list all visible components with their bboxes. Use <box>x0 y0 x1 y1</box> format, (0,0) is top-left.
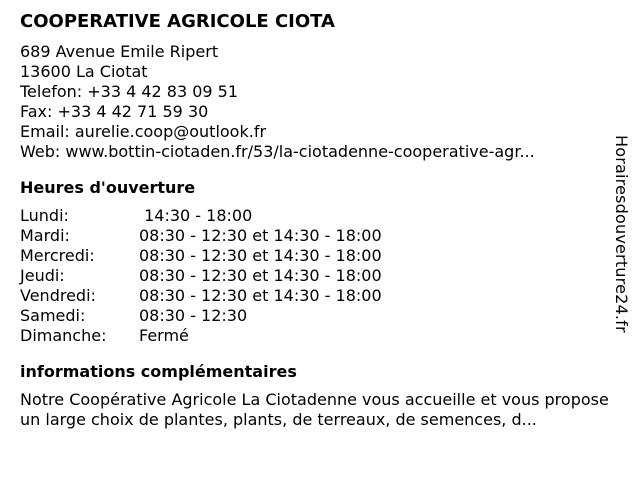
time-range: 08:30 - 12:30 <box>139 306 248 325</box>
time-range: Fermé <box>139 326 189 345</box>
day-label: Lundi: <box>20 206 69 225</box>
day-label: Jeudi: <box>20 266 65 285</box>
day-label: Dimanche: <box>20 326 107 345</box>
hours-row-saturday <box>20 306 382 326</box>
business-card <box>20 10 620 430</box>
address-line-2: 13600 La Ciotat <box>20 62 148 81</box>
additional-info-heading: informations complémentaires <box>20 362 297 381</box>
phone-number[interactable]: Telefon: +33 4 42 83 09 51 <box>20 82 239 101</box>
site-watermark: Horairesdouverture24.fr <box>612 135 631 333</box>
time-range: 08:30 - 12:30 et 14:30 - 18:00 <box>139 226 382 245</box>
business-name: COOPERATIVE AGRICOLE CIOTA <box>20 11 335 32</box>
day-label: Mardi: <box>20 226 70 245</box>
hours-row-thursday <box>20 266 382 286</box>
day-label: Samedi: <box>20 306 86 325</box>
time-range: 08:30 - 12:30 et 14:30 - 18:00 <box>139 246 382 265</box>
hours-row-tuesday <box>20 226 382 246</box>
time-range: 08:30 - 12:30 et 14:30 - 18:00 <box>139 266 382 285</box>
hours-row-wednesday <box>20 246 382 266</box>
hours-row-monday <box>20 206 382 226</box>
opening-hours-table <box>20 206 382 346</box>
email-address[interactable]: Email: aurelie.coop@outlook.fr <box>20 122 267 141</box>
opening-hours-heading: Heures d'ouverture <box>20 178 196 197</box>
time-range: 14:30 - 18:00 <box>139 206 253 225</box>
time-range: 08:30 - 12:30 et 14:30 - 18:00 <box>139 286 382 305</box>
day-label: Vendredi: <box>20 286 96 305</box>
hours-row-sunday <box>20 326 382 346</box>
additional-info-text: Notre Coopérative Agricole La Ciotadenne vous accueille et vous propose un large choix de plantes, plants, de terreaux, de semences, d... <box>20 390 609 429</box>
fax-number: Fax: +33 4 42 71 59 30 <box>20 102 209 121</box>
website-link[interactable]: Web: www.bottin-ciotaden.fr/53/la-ciotadenne-cooperative-agr... <box>20 142 535 161</box>
address-line-1: 689 Avenue Emile Ripert <box>20 42 219 61</box>
day-label: Mercredi: <box>20 246 95 265</box>
hours-row-friday <box>20 286 382 306</box>
